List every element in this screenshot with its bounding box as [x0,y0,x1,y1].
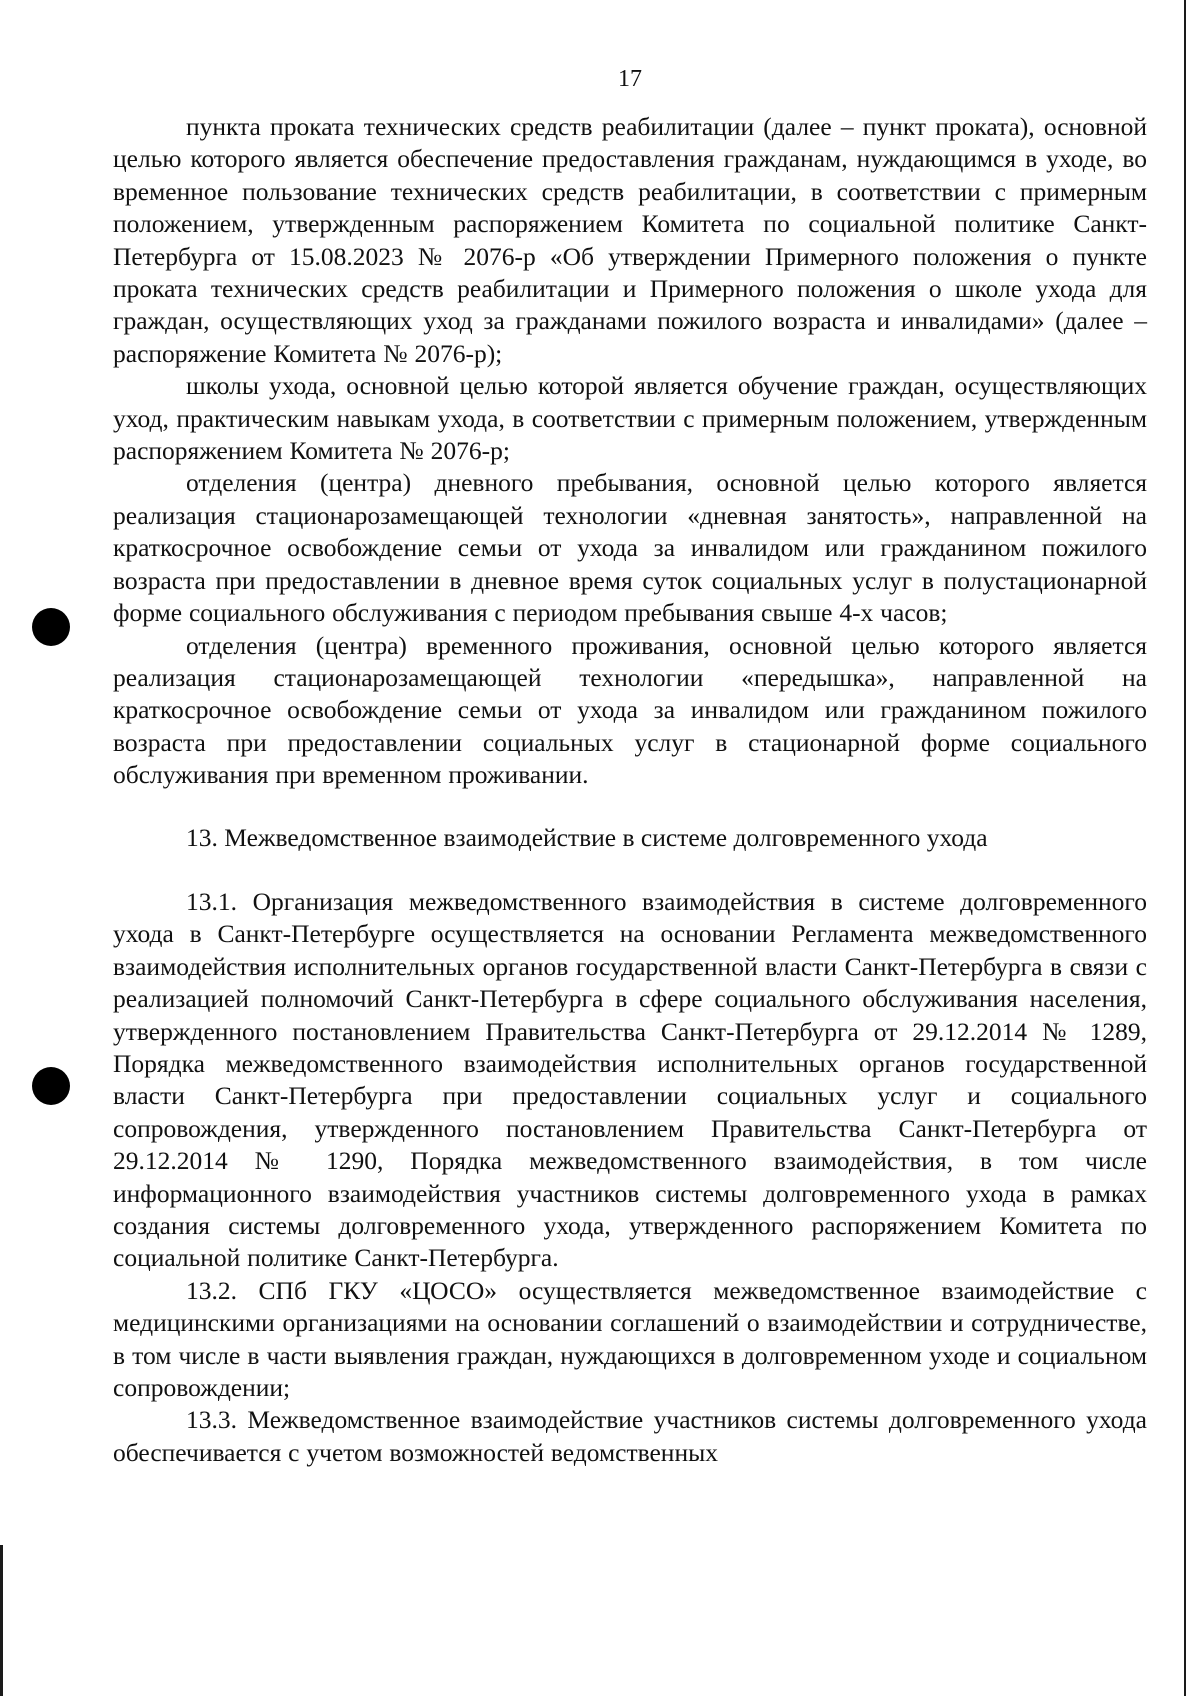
document-body [113,111,1147,1469]
paragraph-day-center: отделения (центра) дневного пребывания, основной целью которого является реализация стационарозамещающей технологии «дневная занятость», направленной на краткосрочное освобождение семьи от ухода за инвалидом или гражданином пожилого возраста при предоставлении в дневное время суток социальных услуг в полустационарной форме социального обслуживания с периодом пребывания свыше 4-х часов; [113,468,1147,628]
page-number: 17 [618,66,642,92]
hole-punch-mark [32,608,70,646]
hole-punch-mark [32,1067,70,1105]
paragraph-rental-point: пункта проката технических средств реабилитации (далее – пункт проката), основной целью которого является обеспечение предоставления гражданам, нуждающимся в уходе, во временное пользование технических средств реабилитации, в соответствии с примерным положением, утвержденным распоряжением Комитета по социальной политике Санкт-Петербурга от 15.08.2023 № 2076-р «Об утверждении Примерного положения о пункте проката технических средств реабилитации и Примерного положения о школе ухода для граждан, осуществляющих уход за гражданами пожилого возраста и инвалидами» (далее – распоряжение Комитета № 2076-р); [113,112,1147,368]
section-heading: 13. Межведомственное взаимодействие в системе долговременного ухода [186,822,988,852]
paragraph-13-1: 13.1. Организация межведомственного взаимодействия в системе долговременного ухода в Санкт-Петербурге осуществляется на основании Регламента межведомственного взаимодействия исполнительных органов государственной власти Санкт-Петербурга в связи с реализацией полномочий Санкт-Петербурга в сфере социального обслуживания населения, утвержденного постановлением Правительства Санкт-Петербурга от 29.12.2014 № 1289, Порядка межведомственного взаимодействия исполнительных органов государственной власти Санкт-Петербурга при предоставлении социальных услуг и социального сопровождения, утвержденного постановлением Правительства Санкт-Петербурга от 29.12.2014 № 1290, Порядка межведомственного взаимодействия, в том числе информационного взаимодействия участников системы долговременного ухода в рамках создания системы долговременного ухода, утвержденного распоряжением Комитета по социальной политике Санкт-Петербурга. [113,886,1147,1273]
scan-edge-left [0,1545,3,1696]
paragraph-care-school: школы ухода, основной целью которой является обучение граждан, осуществляющих уход, практическим навыкам ухода, в соответствии с примерным положением, утвержденным распоряжением Комитета № 2076-р; [113,371,1147,466]
paragraph-13-3: 13.3. Межведомственное взаимодействие участников системы долговременного ухода обеспечивается с учетом возможностей ведомственных [113,1405,1147,1467]
paragraph-temporary-residence: отделения (центра) временного проживания, основной целью которого является реализация стационарозамещающей технологии «передышка», направленной на краткосрочное освобождение семьи от ухода за инвалидом или гражданином пожилого возраста при предоставлении социальных услуг в стационарной форме социального обслуживания при временном проживании. [113,630,1147,790]
paragraph-13-2: 13.2. СПб ГКУ «ЦОСО» осуществляется межведомственное взаимодействие с медицинскими организациями на основании соглашений о взаимодействии и сотрудничестве, в том числе в части выявления граждан, нуждающихся в долговременном уходе и социальном сопровождении; [113,1275,1147,1403]
scan-edge-right [1184,0,1186,1696]
